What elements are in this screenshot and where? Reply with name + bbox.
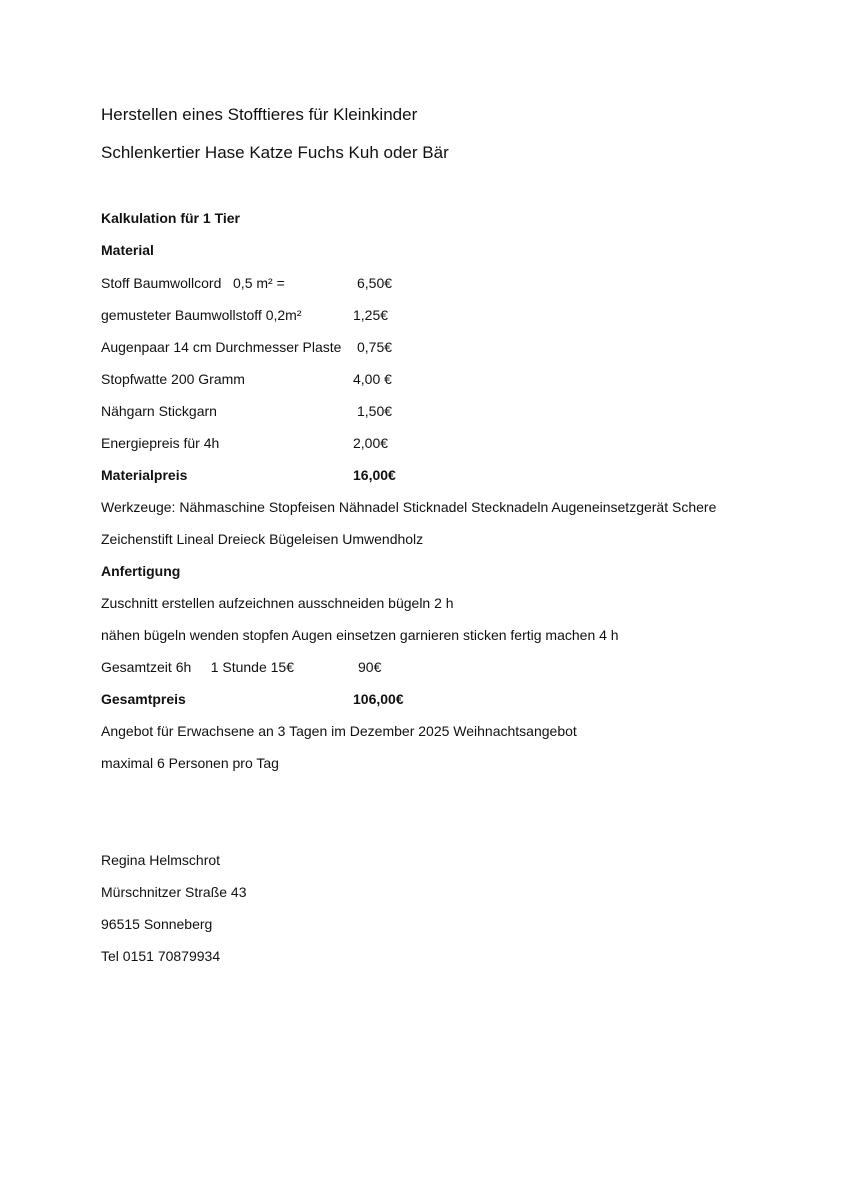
calculation-heading: Kalkulation für 1 Tier [101, 210, 240, 226]
material-item-price: 1,50€ [357, 403, 393, 419]
total-price-label: Gesamtpreis [101, 691, 186, 707]
production-heading: Anfertigung [101, 563, 181, 579]
contact-name: Regina Helmschrot [101, 852, 221, 868]
material-item-price: 6,50€ [357, 275, 393, 291]
offer-line: maximal 6 Personen pro Tag [101, 755, 279, 771]
labor-price: 90€ [358, 659, 382, 675]
material-heading: Material [101, 242, 154, 258]
contact-city: 96515 Sonneberg [101, 916, 213, 932]
material-item-price: 4,00 € [353, 371, 392, 387]
material-total-label: Materialpreis [101, 467, 188, 483]
contact-phone: Tel 0151 70879934 [101, 948, 221, 964]
tools-line: Zeichenstift Lineal Dreieck Bügeleisen Umwendholz [101, 531, 424, 547]
material-total-price: 16,00€ [353, 467, 396, 483]
material-item-label: Stopfwatte 200 Gramm [101, 371, 245, 387]
total-time-label: Gesamtzeit 6h 1 Stunde 15€ [101, 659, 295, 675]
offer-line: Angebot für Erwachsene an 3 Tagen im Dezember 2025 Weihnachtsangebot [101, 723, 577, 739]
tools-line: Werkzeuge: Nähmaschine Stopfeisen Nähnadel Sticknadel Stecknadeln Augeneinsetzgerät Schere [101, 499, 717, 515]
total-price: 106,00€ [353, 691, 404, 707]
material-item-price: 2,00€ [353, 435, 389, 451]
material-item-label: gemusteter Baumwollstoff 0,2m² [101, 307, 302, 323]
contact-street: Mürschnitzer Straße 43 [101, 884, 247, 900]
material-item-label: Nähgarn Stickgarn [101, 403, 217, 419]
production-line: nähen bügeln wenden stopfen Augen einsetzen garnieren sticken fertig machen 4 h [101, 627, 619, 643]
material-item-label: Energiepreis für 4h [101, 435, 220, 451]
material-item-label: Stoff Baumwollcord 0,5 m² = [101, 275, 285, 291]
document-subtitle: Schlenkertier Hase Katze Fuchs Kuh oder Bär [101, 143, 449, 162]
document-title: Herstellen eines Stofftieres für Kleinkinder [101, 105, 418, 124]
production-line: Zuschnitt erstellen aufzeichnen ausschneiden bügeln 2 h [101, 595, 454, 611]
material-item-price: 1,25€ [353, 307, 389, 323]
material-item-label: Augenpaar 14 cm Durchmesser Plaste [101, 339, 342, 355]
material-item-price: 0,75€ [357, 339, 393, 355]
